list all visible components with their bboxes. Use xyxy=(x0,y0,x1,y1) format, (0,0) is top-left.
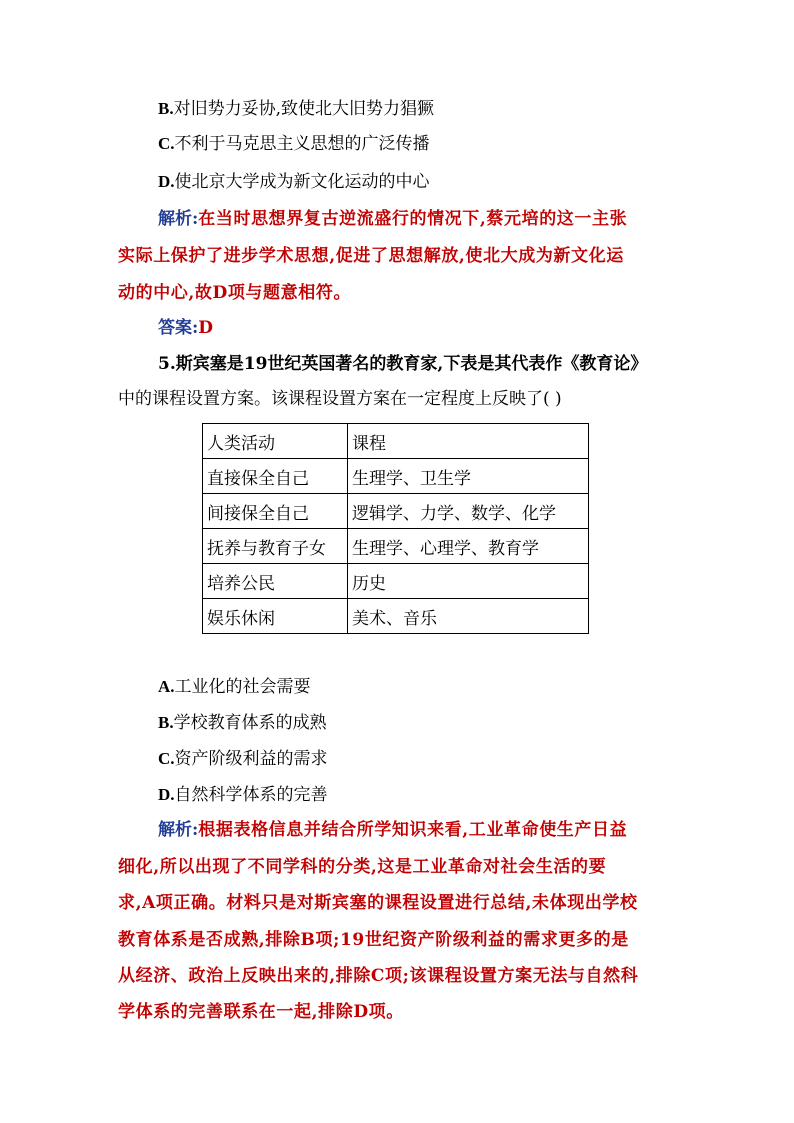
table-cell: 逻辑学、力学、数学、化学 xyxy=(348,494,589,529)
q5-analysis-line-1: 解析:根据表格信息并结合所学知识来看,工业革命使生产日益 xyxy=(158,820,628,840)
prev-analysis-line-3: 动的中心,故D项与题意相符。 xyxy=(118,283,352,303)
table-cell: 美术、音乐 xyxy=(348,599,589,634)
analysis-label: 解析: xyxy=(158,209,199,229)
prev-option-d: D.使北京大学成为新文化运动的中心 xyxy=(158,172,430,192)
table-header-cell: 人类活动 xyxy=(203,424,348,459)
table-cell: 娱乐休闲 xyxy=(203,599,348,634)
course-table xyxy=(202,423,589,634)
q5-stem-line-2: 中的课程设置方案。该课程设置方案在一定程度上反映了( ) xyxy=(118,389,562,409)
prev-option-c: C.不利于马克思主义思想的广泛传播 xyxy=(158,134,430,154)
prev-analysis-line-2: 实际上保护了进步学术思想,促进了思想解放,使北大成为新文化运 xyxy=(118,246,624,266)
table-row xyxy=(203,564,589,599)
q5-analysis-line-6: 学体系的完善联系在一起,排除D项。 xyxy=(118,1002,404,1022)
q5-analysis-line-4: 教育体系是否成熟,排除B项;19世纪资产阶级利益的需求更多的是 xyxy=(118,930,629,950)
q5-analysis-line-5: 从经济、政治上反映出来的,排除C项;该课程设置方案无法与自然科 xyxy=(118,966,639,986)
q5-analysis-line-2: 细化,所以出现了不同学科的分类,这是工业革命对社会生活的要 xyxy=(118,857,607,877)
prev-analysis-line-1: 解析:在当时思想界复古逆流盛行的情况下,蔡元培的这一主张 xyxy=(158,209,628,229)
q5-option-c: C.资产阶级利益的需求 xyxy=(158,749,328,769)
analysis-label: 解析: xyxy=(158,820,199,840)
table-cell: 抚养与教育子女 xyxy=(203,529,348,564)
q5-option-a: A.工业化的社会需要 xyxy=(158,677,311,697)
q5-analysis-line-3: 求,A项正确。材料只是对斯宾塞的课程设置进行总结,未体现出学校 xyxy=(118,893,638,913)
table-cell: 历史 xyxy=(348,564,589,599)
table-header-row xyxy=(203,424,589,459)
table-cell: 生理学、心理学、教育学 xyxy=(348,529,589,564)
q5-option-d: D.自然科学体系的完善 xyxy=(158,785,328,805)
table-row xyxy=(203,494,589,529)
prev-answer xyxy=(158,317,214,339)
table-cell: 培养公民 xyxy=(203,564,348,599)
prev-option-b: B.对旧势力妥协,致使北大旧势力猖獗 xyxy=(158,99,434,119)
answer-label: 答案: xyxy=(158,318,199,338)
answer-value: D xyxy=(198,318,214,338)
table-cell: 间接保全自己 xyxy=(203,494,348,529)
q5-stem-line-1: 5.斯宾塞是19世纪英国著名的教育家,下表是其代表作《教育论》 xyxy=(158,354,648,374)
q5-option-b: B.学校教育体系的成熟 xyxy=(158,713,327,733)
table-row xyxy=(203,459,589,494)
table-row xyxy=(203,599,589,634)
table-header-cell: 课程 xyxy=(348,424,589,459)
table-row xyxy=(203,529,589,564)
table-cell: 生理学、卫生学 xyxy=(348,459,589,494)
table-cell: 直接保全自己 xyxy=(203,459,348,494)
